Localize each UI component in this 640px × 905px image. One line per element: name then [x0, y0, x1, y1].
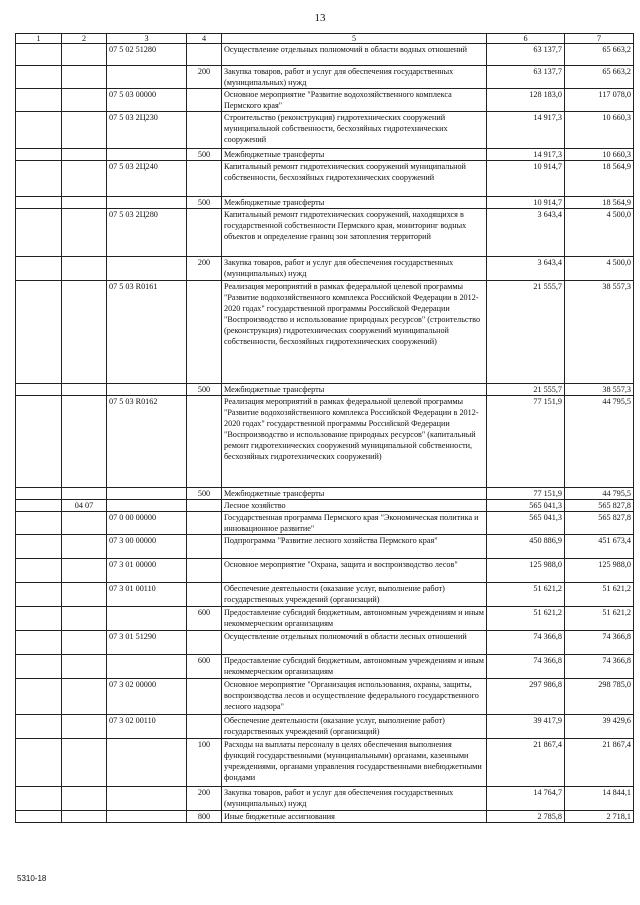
col1-cell — [16, 631, 62, 655]
expense-type-cell: 800 — [187, 811, 222, 823]
table-row — [16, 583, 634, 607]
col1-cell — [16, 679, 62, 715]
amount-year1-cell: 77 151,9 — [487, 396, 565, 488]
expense-type-cell: 500 — [187, 488, 222, 500]
section-code-cell — [62, 607, 107, 631]
expense-type-cell — [187, 209, 222, 257]
section-code-cell — [62, 44, 107, 66]
table-row — [16, 384, 634, 396]
section-code-cell — [62, 655, 107, 679]
expense-type-cell: 600 — [187, 607, 222, 631]
expense-type-cell — [187, 559, 222, 583]
expense-type-cell — [187, 500, 222, 512]
amount-year2-cell: 51 621,2 — [565, 607, 634, 631]
col1-cell — [16, 209, 62, 257]
table-row — [16, 559, 634, 583]
description-cell: Государственная программа Пермского края "Экономическая политика и инновационное развитие" — [222, 512, 487, 535]
table-row — [16, 209, 634, 257]
col1-cell — [16, 715, 62, 739]
expense-type-cell: 200 — [187, 66, 222, 89]
header-cell: 4 — [187, 34, 222, 44]
amount-year2-cell: 451 673,4 — [565, 535, 634, 559]
expense-type-cell: 200 — [187, 787, 222, 811]
table-row — [16, 197, 634, 209]
amount-year1-cell: 3 643,4 — [487, 257, 565, 281]
target-code-cell — [107, 655, 187, 679]
expense-type-cell: 100 — [187, 739, 222, 787]
col1-cell — [16, 739, 62, 787]
amount-year1-cell: 297 986,8 — [487, 679, 565, 715]
description-cell: Капитальный ремонт гидротехнических сооружений, находящихся в государственной собственности Пермского края, мониторинг водных объектов и определение границ зон затопления территорий — [222, 209, 487, 257]
table-row — [16, 500, 634, 512]
section-code-cell — [62, 281, 107, 384]
expense-type-cell: 500 — [187, 384, 222, 396]
header-cell: 1 — [16, 34, 62, 44]
amount-year2-cell: 18 564,9 — [565, 197, 634, 209]
target-code-cell: 07 3 01 51290 — [107, 631, 187, 655]
description-cell: Реализация мероприятий в рамках федеральной целевой программы "Развитие водохозяйственного комплекса Российской Федерации в 2012-2020 годах" государственной программы Российской Федерации "Воспроизводство и использование природных ресурсов" (капитальный ремонт гидротехнических сооружений муниципальной собственности, бесхозяйных гидротехнических сооружений) — [222, 396, 487, 488]
expense-type-cell — [187, 583, 222, 607]
target-code-cell: 07 5 03 2Ц230 — [107, 112, 187, 149]
expense-type-cell — [187, 44, 222, 66]
target-code-cell — [107, 257, 187, 281]
col1-cell — [16, 559, 62, 583]
amount-year2-cell: 65 663,2 — [565, 66, 634, 89]
expense-type-cell: 500 — [187, 197, 222, 209]
table-row — [16, 715, 634, 739]
description-cell: Осуществление отдельных полномочий в области водных отношений — [222, 44, 487, 66]
amount-year1-cell: 565 041,3 — [487, 500, 565, 512]
description-cell: Обеспечение деятельности (оказание услуг, выполнение работ) государственных учреждений (организаций) — [222, 583, 487, 607]
target-code-cell — [107, 384, 187, 396]
description-cell: Капитальный ремонт гидротехнических сооружений муниципальной собственности, бесхозяйных гидротехнических сооружений — [222, 161, 487, 197]
target-code-cell: 07 5 03 2Ц280 — [107, 209, 187, 257]
col1-cell — [16, 535, 62, 559]
col1-cell — [16, 161, 62, 197]
table-row — [16, 535, 634, 559]
amount-year1-cell: 565 041,3 — [487, 512, 565, 535]
target-code-cell — [107, 488, 187, 500]
expense-type-cell — [187, 112, 222, 149]
description-cell: Предоставление субсидий бюджетным, автономным учреждениям и иным некоммерческим организациям — [222, 655, 487, 679]
description-cell: Обеспечение деятельности (оказание услуг, выполнение работ) государственных учреждений (организаций) — [222, 715, 487, 739]
col1-cell — [16, 488, 62, 500]
section-code-cell — [62, 66, 107, 89]
target-code-cell: 07 5 03 R0161 — [107, 281, 187, 384]
description-cell: Закупка товаров, работ и услуг для обеспечения государственных (муниципальных) нужд — [222, 66, 487, 89]
table-row — [16, 787, 634, 811]
amount-year2-cell: 14 844,1 — [565, 787, 634, 811]
amount-year2-cell: 4 500,0 — [565, 209, 634, 257]
amount-year2-cell: 38 557,3 — [565, 384, 634, 396]
target-code-cell: 07 5 03 R0162 — [107, 396, 187, 488]
expense-type-cell: 500 — [187, 149, 222, 161]
col1-cell — [16, 655, 62, 679]
col1-cell — [16, 257, 62, 281]
table-row — [16, 631, 634, 655]
section-code-cell: 04 07 — [62, 500, 107, 512]
col1-cell — [16, 149, 62, 161]
section-code-cell — [62, 209, 107, 257]
col1-cell — [16, 197, 62, 209]
header-cell: 6 — [487, 34, 565, 44]
section-code-cell — [62, 811, 107, 823]
amount-year2-cell: 298 785,0 — [565, 679, 634, 715]
amount-year1-cell: 51 621,2 — [487, 607, 565, 631]
amount-year1-cell: 77 151,9 — [487, 488, 565, 500]
amount-year1-cell: 63 137,7 — [487, 66, 565, 89]
section-code-cell — [62, 739, 107, 787]
amount-year1-cell: 74 366,8 — [487, 655, 565, 679]
section-code-cell — [62, 715, 107, 739]
table-row — [16, 739, 634, 787]
col1-cell — [16, 281, 62, 384]
target-code-cell — [107, 739, 187, 787]
amount-year2-cell: 18 564,9 — [565, 161, 634, 197]
amount-year1-cell: 14 917,3 — [487, 149, 565, 161]
description-cell: Строительство (реконструкция) гидротехнических сооружений муниципальной собственности, бесхозяйных гидротехнических сооружений — [222, 112, 487, 149]
budget-table — [15, 33, 634, 823]
table-row — [16, 488, 634, 500]
amount-year1-cell: 128 183,0 — [487, 89, 565, 112]
table-row — [16, 161, 634, 197]
section-code-cell — [62, 161, 107, 197]
table-row — [16, 89, 634, 112]
header-cell: 7 — [565, 34, 634, 44]
description-cell: Лесное хозяйство — [222, 500, 487, 512]
header-cell: 2 — [62, 34, 107, 44]
target-code-cell — [107, 197, 187, 209]
target-code-cell — [107, 500, 187, 512]
target-code-cell: 07 3 01 00110 — [107, 583, 187, 607]
description-cell: Расходы на выплаты персоналу в целях обеспечения выполнения функций государственными (муниципальными) органами, казенными учреждениями, органами управления государственными внебюджетными фондами — [222, 739, 487, 787]
target-code-cell: 07 3 02 00110 — [107, 715, 187, 739]
amount-year1-cell: 14 917,3 — [487, 112, 565, 149]
col1-cell — [16, 500, 62, 512]
col1-cell — [16, 607, 62, 631]
table-row — [16, 679, 634, 715]
target-code-cell — [107, 149, 187, 161]
col1-cell — [16, 512, 62, 535]
amount-year1-cell: 63 137,7 — [487, 44, 565, 66]
expense-type-cell — [187, 631, 222, 655]
section-code-cell — [62, 384, 107, 396]
section-code-cell — [62, 257, 107, 281]
section-code-cell — [62, 787, 107, 811]
amount-year1-cell: 2 785,8 — [487, 811, 565, 823]
col1-cell — [16, 384, 62, 396]
description-cell: Межбюджетные трансферты — [222, 149, 487, 161]
target-code-cell: 07 5 02 51280 — [107, 44, 187, 66]
section-code-cell — [62, 535, 107, 559]
description-cell: Основное мероприятие "Развитие водохозяйственного комплекса Пермского края" — [222, 89, 487, 112]
amount-year2-cell: 74 366,8 — [565, 655, 634, 679]
amount-year2-cell: 44 795,5 — [565, 488, 634, 500]
expense-type-cell: 600 — [187, 655, 222, 679]
footer-code: 5310-18 — [17, 874, 47, 883]
description-cell: Межбюджетные трансферты — [222, 488, 487, 500]
table-row — [16, 396, 634, 488]
amount-year2-cell: 51 621,2 — [565, 583, 634, 607]
table-row — [16, 811, 634, 823]
amount-year1-cell: 125 988,0 — [487, 559, 565, 583]
amount-year2-cell: 10 660,3 — [565, 112, 634, 149]
section-code-cell — [62, 197, 107, 209]
col1-cell — [16, 44, 62, 66]
expense-type-cell — [187, 512, 222, 535]
col1-cell — [16, 811, 62, 823]
amount-year2-cell: 38 557,3 — [565, 281, 634, 384]
description-cell: Закупка товаров, работ и услуг для обеспечения государственных (муниципальных) нужд — [222, 257, 487, 281]
header-cell: 5 — [222, 34, 487, 44]
description-cell: Реализация мероприятий в рамках федеральной целевой программы "Развитие водохозяйственного комплекса Российской Федерации в 2012-2020 годах" государственной программы Российской Федерации "Воспроизводство и использование природных ресурсов" (строительство (реконструкция) гидротехнических сооружений муниципальной собственности, бесхозяйных гидротехнических сооружений) — [222, 281, 487, 384]
expense-type-cell — [187, 396, 222, 488]
col1-cell — [16, 583, 62, 607]
page-number: 13 — [314, 12, 326, 24]
expense-type-cell — [187, 161, 222, 197]
amount-year2-cell: 39 429,6 — [565, 715, 634, 739]
description-cell: Закупка товаров, работ и услуг для обеспечения государственных (муниципальных) нужд — [222, 787, 487, 811]
expense-type-cell — [187, 679, 222, 715]
description-cell: Предоставление субсидий бюджетным, автономным учреждениям и иным некоммерческим организациям — [222, 607, 487, 631]
target-code-cell: 07 3 00 00000 — [107, 535, 187, 559]
section-code-cell — [62, 112, 107, 149]
header-cell: 3 — [107, 34, 187, 44]
target-code-cell: 07 0 00 00000 — [107, 512, 187, 535]
target-code-cell: 07 5 03 00000 — [107, 89, 187, 112]
section-code-cell — [62, 488, 107, 500]
amount-year1-cell: 450 886,9 — [487, 535, 565, 559]
table-row — [16, 257, 634, 281]
target-code-cell: 07 5 03 2Ц240 — [107, 161, 187, 197]
description-cell: Основное мероприятие "Организация использования, охраны, защиты, воспроизводства лесов и осуществление федерального государственного лесного надзора" — [222, 679, 487, 715]
section-code-cell — [62, 583, 107, 607]
amount-year2-cell: 565 827,8 — [565, 512, 634, 535]
target-code-cell — [107, 607, 187, 631]
col1-cell — [16, 787, 62, 811]
description-cell: Иные бюджетные ассигнования — [222, 811, 487, 823]
description-cell: Осуществление отдельных полномочий в области лесных отношений — [222, 631, 487, 655]
description-cell: Основное мероприятие "Охрана, защита и воспроизводство лесов" — [222, 559, 487, 583]
target-code-cell — [107, 787, 187, 811]
table-row — [16, 512, 634, 535]
table-row — [16, 281, 634, 384]
amount-year1-cell: 10 914,7 — [487, 197, 565, 209]
expense-type-cell — [187, 89, 222, 112]
amount-year1-cell: 21 555,7 — [487, 384, 565, 396]
amount-year1-cell: 51 621,2 — [487, 583, 565, 607]
table-row — [16, 607, 634, 631]
amount-year2-cell: 2 718,1 — [565, 811, 634, 823]
amount-year1-cell: 21 867,4 — [487, 739, 565, 787]
amount-year2-cell: 21 867,4 — [565, 739, 634, 787]
amount-year1-cell: 21 555,7 — [487, 281, 565, 384]
amount-year2-cell: 125 988,0 — [565, 559, 634, 583]
amount-year1-cell: 14 764,7 — [487, 787, 565, 811]
table-row — [16, 66, 634, 89]
description-cell: Подпрограмма "Развитие лесного хозяйства Пермского края" — [222, 535, 487, 559]
amount-year1-cell: 39 417,9 — [487, 715, 565, 739]
section-code-cell — [62, 396, 107, 488]
table-row — [16, 112, 634, 149]
target-code-cell — [107, 811, 187, 823]
col1-cell — [16, 112, 62, 149]
expense-type-cell — [187, 281, 222, 384]
description-cell: Межбюджетные трансферты — [222, 197, 487, 209]
expense-type-cell — [187, 535, 222, 559]
amount-year1-cell: 74 366,8 — [487, 631, 565, 655]
table-row — [16, 655, 634, 679]
amount-year2-cell: 65 663,2 — [565, 44, 634, 66]
amount-year2-cell: 4 500,0 — [565, 257, 634, 281]
amount-year2-cell: 565 827,8 — [565, 500, 634, 512]
section-code-cell — [62, 89, 107, 112]
description-cell: Межбюджетные трансферты — [222, 384, 487, 396]
expense-type-cell: 200 — [187, 257, 222, 281]
header-row — [16, 34, 634, 44]
target-code-cell: 07 3 02 00000 — [107, 679, 187, 715]
section-code-cell — [62, 512, 107, 535]
section-code-cell — [62, 631, 107, 655]
amount-year2-cell: 10 660,3 — [565, 149, 634, 161]
target-code-cell: 07 3 01 00000 — [107, 559, 187, 583]
expense-type-cell — [187, 715, 222, 739]
table-body — [16, 34, 634, 823]
table-row — [16, 44, 634, 66]
section-code-cell — [62, 679, 107, 715]
section-code-cell — [62, 149, 107, 161]
col1-cell — [16, 66, 62, 89]
col1-cell — [16, 396, 62, 488]
amount-year2-cell: 44 795,5 — [565, 396, 634, 488]
amount-year2-cell: 117 078,0 — [565, 89, 634, 112]
section-code-cell — [62, 559, 107, 583]
amount-year1-cell: 10 914,7 — [487, 161, 565, 197]
table-row — [16, 149, 634, 161]
target-code-cell — [107, 66, 187, 89]
col1-cell — [16, 89, 62, 112]
amount-year1-cell: 3 643,4 — [487, 209, 565, 257]
amount-year2-cell: 74 366,8 — [565, 631, 634, 655]
